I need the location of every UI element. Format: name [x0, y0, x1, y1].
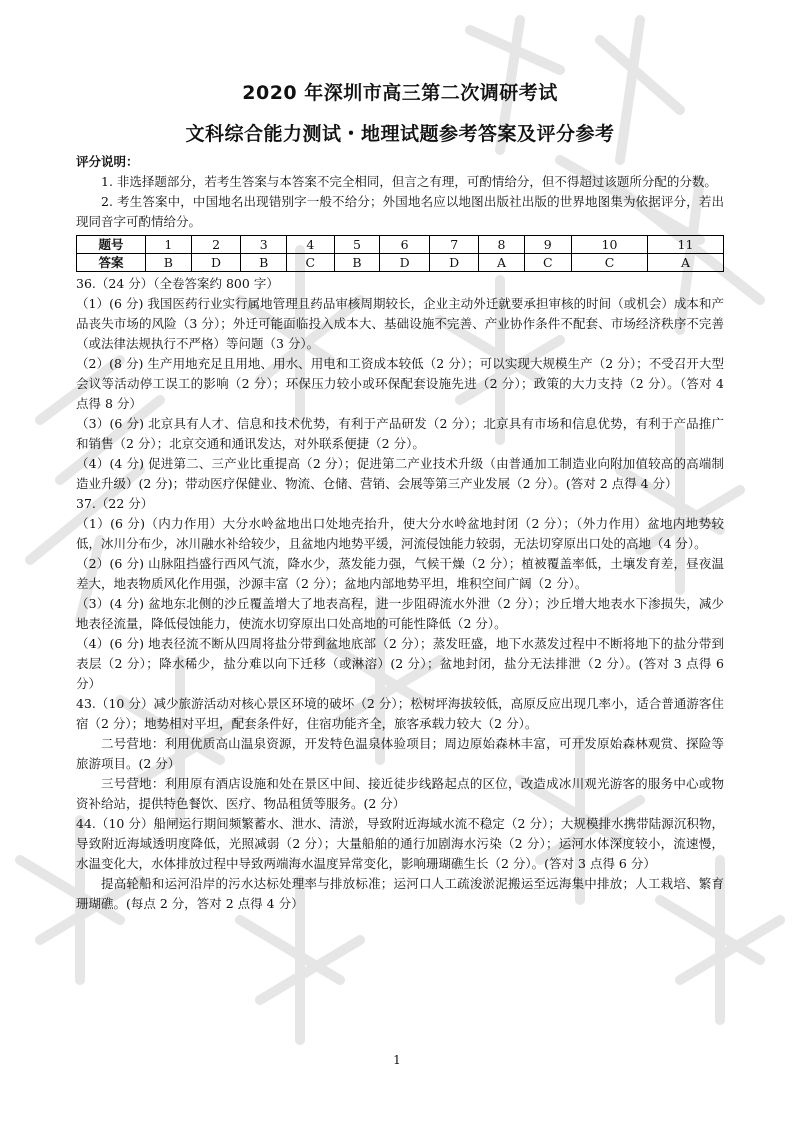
- answer-cell: D: [380, 254, 430, 272]
- scoring-item-1: 1. 非选择题部分，若考生答案与本答案不完全相同，但言之有理，可酌情给分，但不得超过该题所分配的分数。: [101, 174, 717, 189]
- question-number: 7: [429, 236, 479, 254]
- q36-part-1: （1）(6 分) 我国医药行业实行属地管理且药品审核周期较长，企业主动外迁就要承担审核的时间（或机会）成本和产品丧失市场的风险（3 分）；外迁可能面临投入成本大、基础设施不完善、产业协作条件不配套、市场经济秩序不完善（或法律法规执行不严格）等问题（3 分）。: [76, 296, 724, 351]
- q37-part-2: （2）(6 分) 山脉阻挡盛行西风气流，降水少，蒸发能力强，气候干燥（2 分）；植被覆盖率低，土壤发育差，昼夜温差大，地表物质风化作用强，沙源丰富（2 分）；盆地内部地势平坦，堆积空间广阔（2 分）。: [76, 556, 724, 591]
- scoring-label: 评分说明：: [76, 154, 139, 169]
- q36-part-4: （4）(4 分) 促进第二、三产业比重提高（2 分）；促进第二产业技术升级（由普通加工制造业向附加值较高的高端制造业升级）(2 分)；带动医疗保健业、物流、仓储、营销、会展等第三产业发展（2 分）。(答对 2 点得 4 分）: [76, 456, 724, 491]
- document-subtitle: 文科综合能力测试・地理试题参考答案及评分参考: [185, 123, 615, 145]
- question-number: 9: [524, 236, 572, 254]
- answer-cell: B: [146, 254, 192, 272]
- q37-part-1: （1）(6 分)（内力作用）大分水岭盆地出口处地壳抬升，使大分水岭盆地封闭（2 分）；（外力作用）盆地内地势较低，冰川分布少，冰川融水补给较少，且盆地内地势平缓，河流侵蚀能力较弱，无法切穿原出口处的高地（4 分）。: [76, 516, 724, 551]
- q44-measures: 提高轮船和运河沿岸的污水达标处理率与排放标准；运河口人工疏浚淤泥搬运至远海集中排放；人工栽培、繁育珊瑚礁。(每点 2 分，答对 2 点得 4 分）: [76, 876, 724, 911]
- question-number: 3: [241, 236, 287, 254]
- answer-table-answer-row: [77, 254, 724, 272]
- answer-cell: A: [479, 254, 524, 272]
- row-label-answer: 答案: [77, 254, 146, 272]
- answer-cell: D: [191, 254, 241, 272]
- q37-part-4: （4）(6 分) 地表径流不断从四周将盐分带到盆地底部（2 分）；蒸发旺盛，地下水蒸发过程中不断将地下的盐分带到表层（2 分）；降水稀少，盐分难以向下迁移（或淋溶）(2 分）；盆地封闭，盐分无法排泄（2 分）。(答对 3 点得 6 分）: [76, 636, 724, 691]
- row-label-number: 题号: [77, 236, 146, 254]
- answer-table-number-row: [77, 236, 724, 254]
- answer-cell: A: [647, 254, 723, 272]
- q36-part-2: （2）(8 分) 生产用地充足且用地、用水、用电和工资成本较低（2 分）；可以实现大规模生产（2 分）；不受召开大型会议等活动停工误工的影响（2 分）；环保压力较小或环保配套设施先进（2 分）；政策的大力支持（2 分）。（答对 4 点得 8 分）: [76, 356, 724, 411]
- q43-main: 43.（10 分）减少旅游活动对核心景区环境的破坏（2 分）；松树坪海拔较低，高原反应出现几率小，适合普通游客住宿（2 分）；地势相对平坦，配套条件好，住宿功能齐全，旅客承载力较大（2 分）。: [76, 696, 724, 731]
- answer-cell: D: [429, 254, 479, 272]
- page-number: 1: [393, 1053, 401, 1067]
- q36-part-3: （3）(6 分) 北京具有人才、信息和技术优势，有利于产品研发（2 分）；北京具有市场和信息优势，有利于产品推广和销售（2 分）；北京交通和通讯发达，对外联系便捷（2 分）。: [76, 416, 724, 451]
- q43-camp-3: 三号营地：利用原有酒店设施和处在景区中间、接近徒步线路起点的区位，改造成冰川观光游客的服务中心或物资补给站，提供特色餐饮、医疗、物品租赁等服务。(2 分）: [76, 776, 724, 811]
- question-number: 11: [647, 236, 723, 254]
- q43-camp-2: 二号营地：利用优质高山温泉资源，开发特色温泉体验项目；周边原始森林丰富，可开发原始森林观赏、探险等旅游项目。(2 分）: [76, 736, 724, 771]
- question-number: 8: [479, 236, 524, 254]
- q37-part-3: （3）(4 分) 盆地东北侧的沙丘覆盖增大了地表高程，进一步阻碍流水外泄（2 分）；沙丘增大地表水下渗损失，减少地表径流量，降低侵蚀能力，使流水切穿原出口处高地的可能性降低（2 分）。: [76, 596, 724, 631]
- answer-cell: B: [241, 254, 287, 272]
- document-title: 2020 年深圳市高三第二次调研考试: [242, 82, 558, 104]
- question-number: 10: [572, 236, 648, 254]
- question-number: 2: [191, 236, 241, 254]
- answer-table: [76, 235, 724, 272]
- q36-heading: 36.（24 分）（全卷答案约 800 字）: [76, 276, 279, 291]
- scoring-item-2: 2. 考生答案中，中国地名出现错别字一般不给分；外国地名应以地图出版社出版的世界地图集为依据评分，若出现同音字可酌情给分。: [76, 194, 724, 229]
- answer-cell: C: [287, 254, 335, 272]
- question-number: 1: [146, 236, 192, 254]
- answer-cell: B: [334, 254, 380, 272]
- question-number: 4: [287, 236, 335, 254]
- q37-heading: 37.（22 分）: [76, 496, 154, 511]
- question-number: 5: [334, 236, 380, 254]
- document-page: [76, 78, 724, 914]
- answer-cell: C: [524, 254, 572, 272]
- q44-main: 44.（10 分）船闸运行期间频繁蓄水、泄水、清淤，导致附近海域水流不稳定（2 分）；大规模排水携带陆源沉积物，导致附近海域透明度降低，光照减弱（2 分）；大量船舶的通行加剧海水污染（2 分）；运河水体深度较小，流速慢，水温变化大，水体排放过程中导致两端海水温度异常变化，影响珊瑚礁生长（2 分）。(答对 3 点得 6 分）: [76, 816, 724, 871]
- answer-cell: C: [572, 254, 648, 272]
- question-number: 6: [380, 236, 430, 254]
